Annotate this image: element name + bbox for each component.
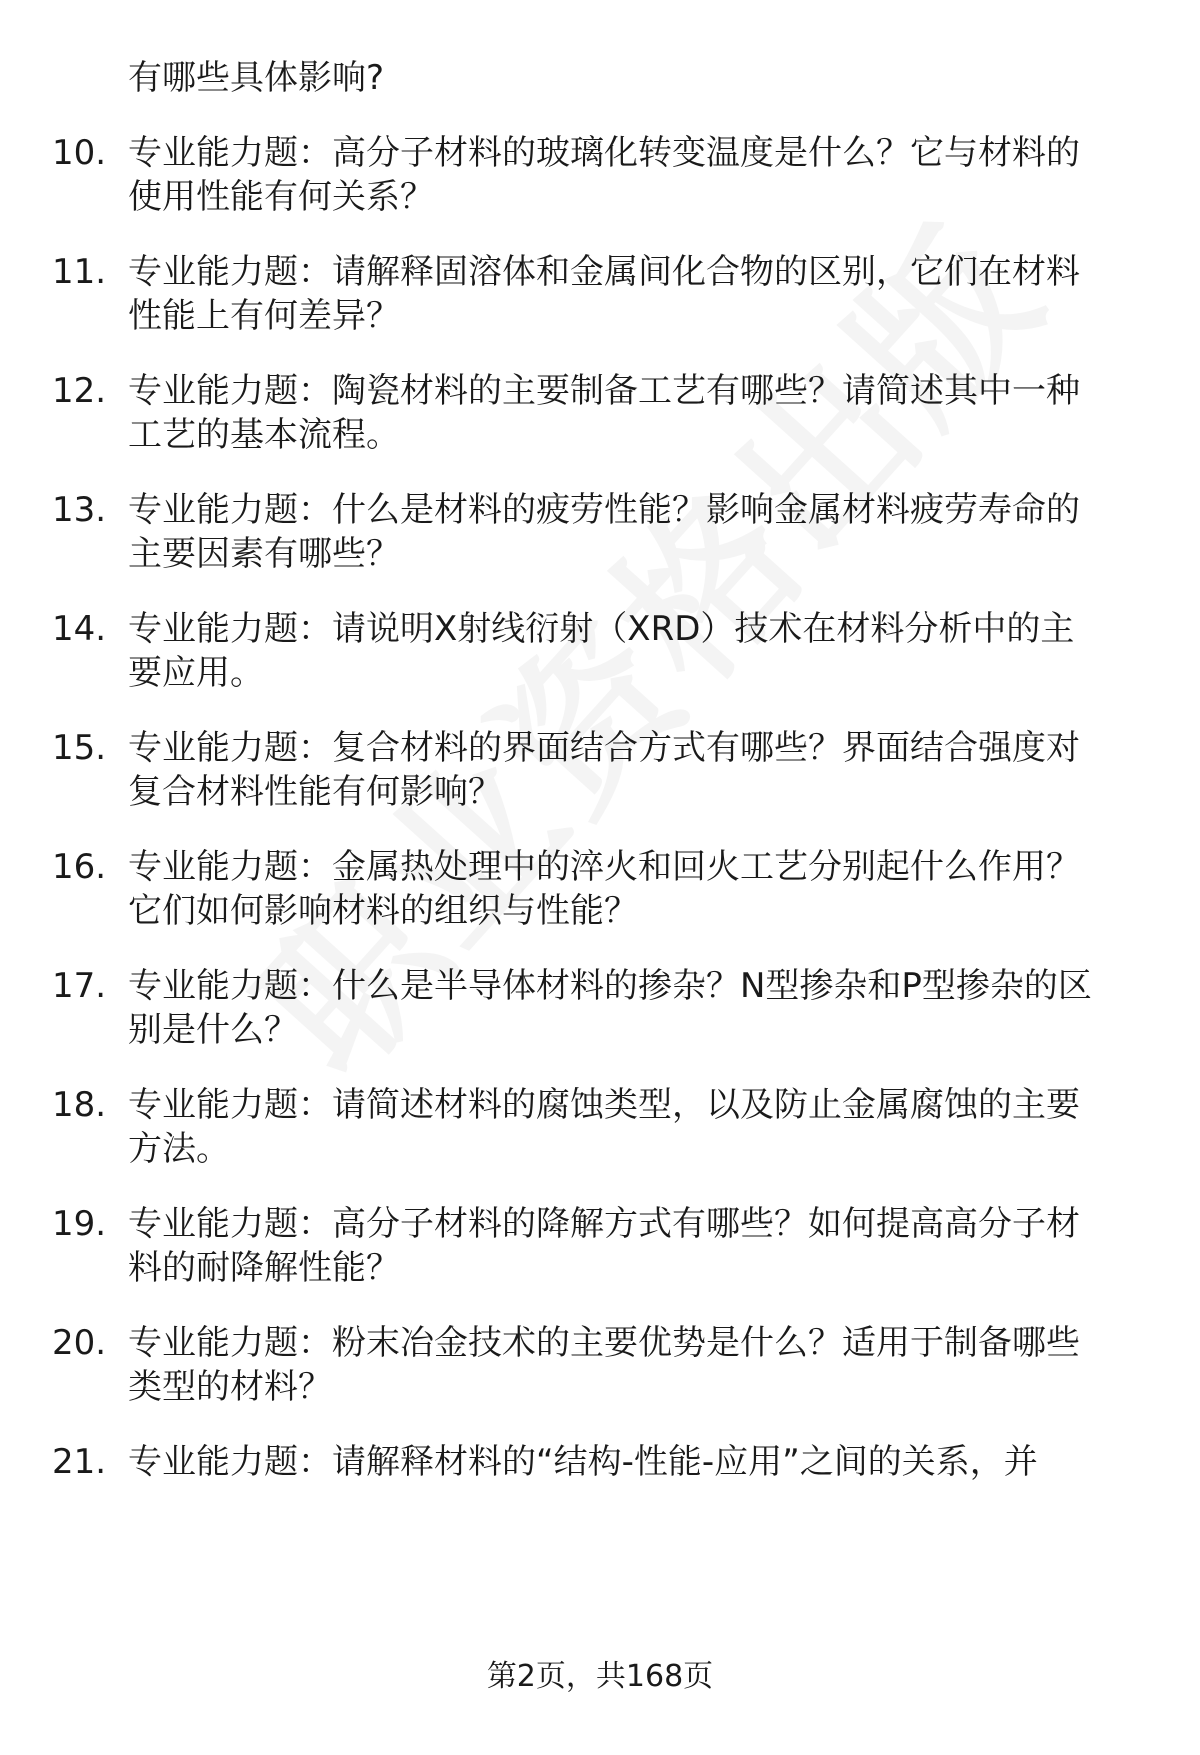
question-number: 11. [52, 252, 107, 292]
question-line: 料的耐降解性能？ [128, 1248, 400, 1288]
question-number: 10. [52, 133, 107, 173]
question-line: 专业能力题：请解释固溶体和金属间化合物的区别，它们在材料 [128, 252, 1080, 292]
question-line: 专业能力题：请解释材料的“结构-性能-应用”之间的关系，并 [128, 1442, 1038, 1482]
question-line: 工艺的基本流程。 [128, 415, 400, 455]
question-line: 专业能力题：陶瓷材料的主要制备工艺有哪些？请简述其中一种 [128, 371, 1080, 411]
question-number: 14. [52, 609, 107, 649]
question-line: 专业能力题：复合材料的界面结合方式有哪些？界面结合强度对 [128, 728, 1080, 768]
question-line: 主要因素有哪些？ [128, 534, 400, 574]
question-line: 专业能力题：请简述材料的腐蚀类型，以及防止金属腐蚀的主要 [128, 1085, 1080, 1125]
question-line: 有哪些具体影响? [128, 58, 385, 98]
question-number: 12. [52, 371, 107, 411]
question-number: 17. [52, 966, 107, 1006]
question-line: 方法。 [128, 1129, 230, 1169]
question-number: 15. [52, 728, 107, 768]
question-number: 13. [52, 490, 107, 530]
question-line: 专业能力题：什么是半导体材料的掺杂？N型掺杂和P型掺杂的区 [128, 966, 1092, 1006]
question-line: 要应用。 [128, 653, 264, 693]
question-line: 它们如何影响材料的组织与性能？ [128, 891, 638, 931]
question-line: 专业能力题：什么是材料的疲劳性能？影响金属材料疲劳寿命的 [128, 490, 1080, 530]
question-number: 20. [52, 1323, 107, 1363]
question-line: 性能上有何差异？ [128, 296, 400, 336]
page-footer: 第2页，共168页 [486, 1659, 714, 1694]
question-line: 使用性能有何关系？ [128, 177, 434, 217]
question-number: 19. [52, 1204, 107, 1244]
question-line: 专业能力题：请说明X射线衍射（XRD）技术在材料分析中的主 [128, 609, 1075, 649]
question-line: 专业能力题：粉末冶金技术的主要优势是什么？适用于制备哪些 [128, 1323, 1080, 1363]
question-number: 21. [52, 1442, 107, 1482]
question-number: 18. [52, 1085, 107, 1125]
question-line: 复合材料性能有何影响？ [128, 772, 502, 812]
question-line: 专业能力题：高分子材料的玻璃化转变温度是什么？它与材料的 [128, 133, 1080, 173]
question-line: 别是什么？ [128, 1010, 298, 1050]
question-number: 16. [52, 847, 107, 887]
question-line: 专业能力题：金属热处理中的淬火和回火工艺分别起什么作用？ [128, 847, 1080, 887]
question-line: 类型的材料？ [128, 1367, 332, 1407]
question-line: 专业能力题：高分子材料的降解方式有哪些？如何提高高分子材 [128, 1204, 1080, 1244]
